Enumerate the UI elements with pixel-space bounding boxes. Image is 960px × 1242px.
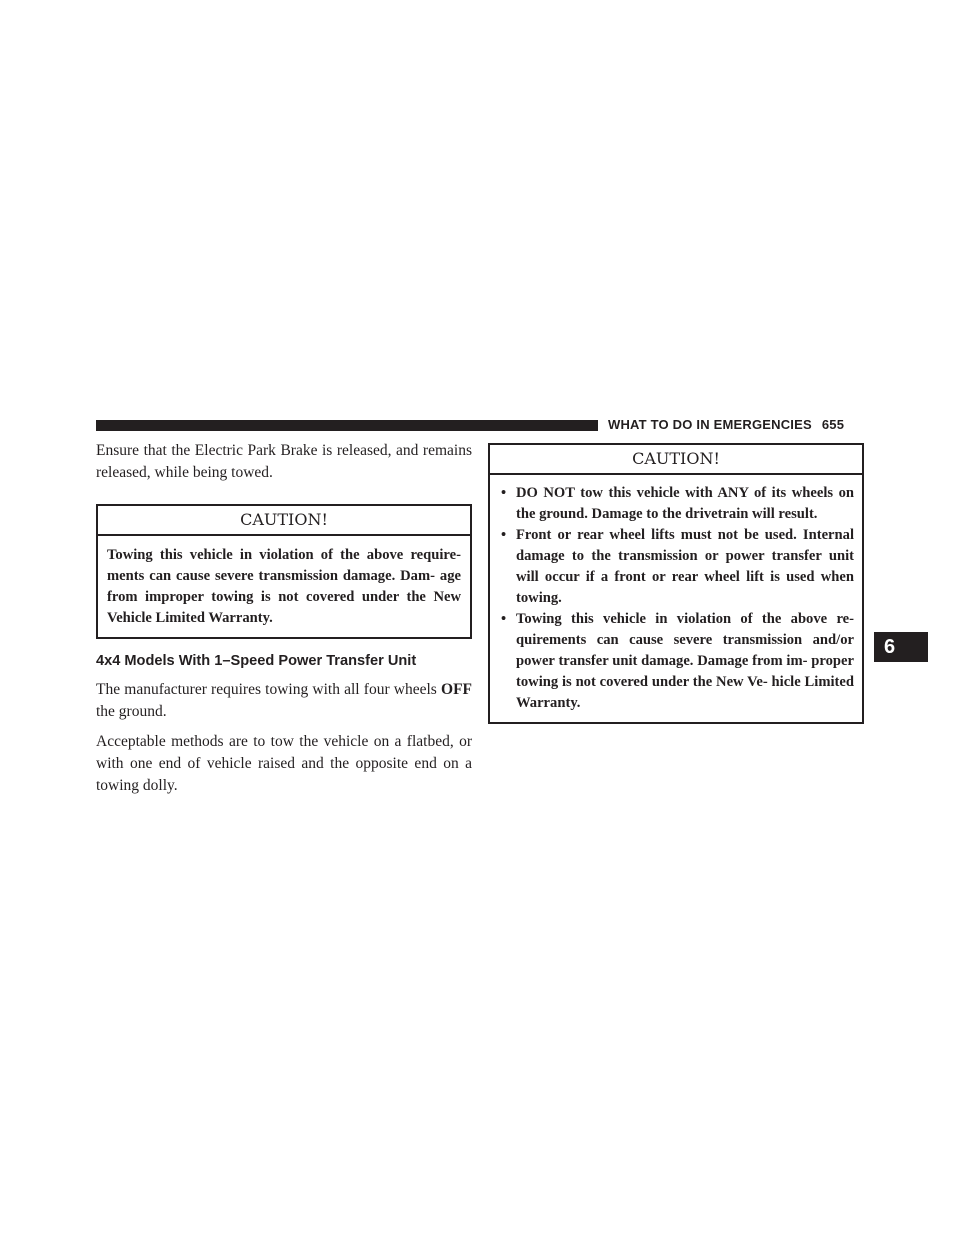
para-text-start: The manufacturer requires towing with all four wheels (96, 681, 437, 698)
bullet-icon: • (501, 527, 507, 543)
caution-text: Towing this vehicle in violation of the above require- ments can cause severe transmission damage. Dam- age from improper towing is not covered under the New Vehicle Limited Warranty. (107, 547, 461, 626)
header-rule (96, 420, 598, 431)
caution-list-item: • Front or rear wheel lifts must not be used. Internal damage to the transmission or power transfer unit will occur if a front or rear wheel lift is used when towing. (501, 527, 854, 606)
caution-box-left (96, 504, 472, 639)
intro-paragraph: Ensure that the Electric Park Brake is released, and remains released, while being towed. (96, 442, 472, 481)
right-column (488, 443, 864, 724)
caution-list (490, 475, 862, 722)
section-title: WHAT TO DO IN EMERGENCIES (608, 417, 812, 432)
bullet-icon: • (501, 485, 507, 501)
towing-requirement-paragraph (96, 679, 472, 723)
para-text-bold: OFF (441, 681, 473, 698)
para-text-end: the ground. (96, 703, 167, 720)
caution-list-item: • DO NOT tow this vehicle with ANY of its wheels on the ground. Damage to the drivetrain will result. (501, 485, 854, 522)
page-number: 655 (821, 417, 845, 432)
bullet-icon: • (501, 611, 507, 627)
caution-box-right (488, 443, 864, 724)
running-header (608, 417, 844, 432)
caution-list-item: • Towing this vehicle in violation of the above re- quirements can cause severe transmission and/or power transfer unit damage. Damage from im- proper towing is not covered under the New Ve- hicle Limited Warranty. (501, 611, 854, 711)
left-column (96, 440, 472, 797)
section-heading: 4x4 Models With 1–Speed Power Transfer Unit (96, 653, 417, 669)
caution-title: CAUTION! (98, 506, 470, 536)
caution-title: CAUTION! (490, 445, 862, 475)
acceptable-methods-paragraph: Acceptable methods are to tow the vehicle on a flatbed, or with one end of vehicle raised and the opposite end on a towing dolly. (96, 733, 472, 794)
chapter-tab: 6 (874, 632, 928, 662)
